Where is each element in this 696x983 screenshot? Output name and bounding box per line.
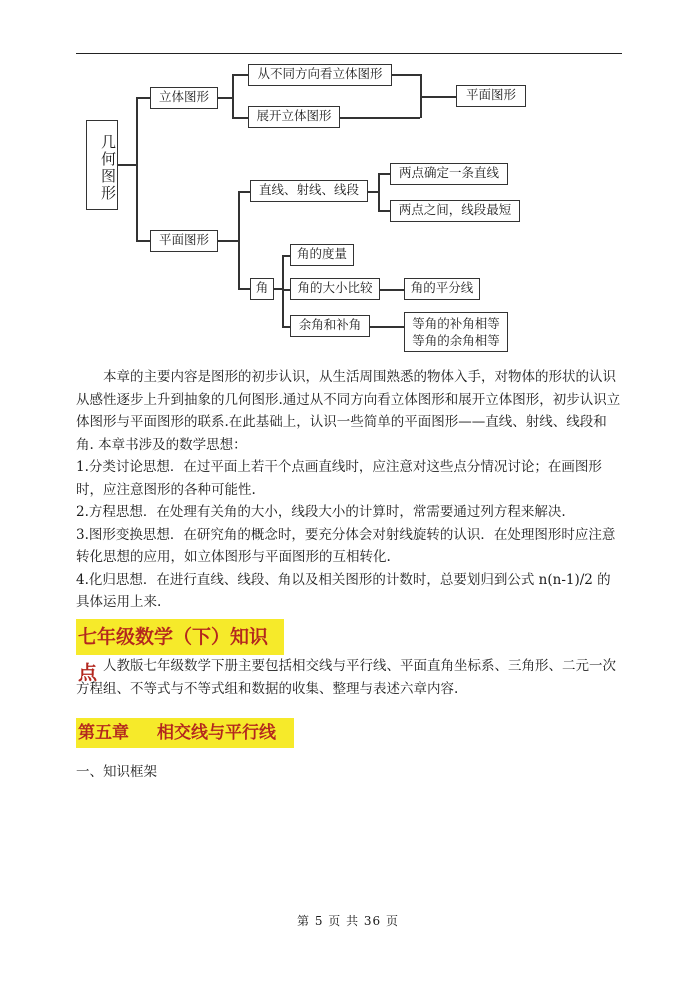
- chapter-summary: [76, 366, 622, 614]
- equal-supplement-text: 等角的补角相等: [412, 316, 500, 331]
- thought-item-3: 3.图形变换思想．在研究角的概念时，要充分体会对射线旋转的认识．在处理图形时应注意转化思想的应用，如立体图形与平面图形的互相转化.: [76, 526, 616, 565]
- connector: [378, 210, 390, 212]
- connector: [274, 288, 282, 290]
- node-angle: 角: [250, 278, 274, 300]
- chapter-number: 第五章: [78, 723, 129, 743]
- equal-complement-text: 等角的余角相等: [412, 333, 500, 348]
- connector: [392, 74, 420, 76]
- connector: [378, 173, 390, 175]
- connector: [136, 240, 150, 242]
- node-line-fact-1: 两点确定一条直线: [390, 163, 508, 185]
- page-footer: 第 5 页 共 36 页: [297, 914, 399, 928]
- node-plane-result: 平面图形: [456, 85, 526, 107]
- connector: [282, 255, 290, 257]
- connector: [218, 240, 238, 242]
- node-line-fact-2: 两点之间，线段最短: [390, 200, 520, 222]
- node-angle-bisector: 角的平分线: [404, 278, 480, 300]
- node-geometric-figures: 几何图形: [86, 120, 118, 210]
- connector: [378, 173, 380, 211]
- connector: [232, 74, 234, 118]
- node-equal-angles: [404, 312, 508, 352]
- connector: [118, 164, 136, 166]
- node-plane-figures: 平面图形: [150, 230, 218, 252]
- node-lines: 直线、射线、线段: [250, 180, 368, 202]
- connector: [340, 117, 420, 119]
- connector: [232, 74, 248, 76]
- connector: [136, 97, 150, 99]
- knowledge-framework-label: 一、知识框架: [76, 764, 157, 780]
- node-angle-complement: 余角和补角: [290, 315, 370, 337]
- header-rule: [76, 53, 622, 54]
- connector: [370, 326, 404, 328]
- connector: [282, 255, 284, 327]
- thought-item-4: 4.化归思想．在进行直线、线段、角以及相关图形的计数时，总要划归到公式 n(n-1)/2 的具体运用上来.: [76, 571, 611, 610]
- section-heading: 七年级数学（下）知识点: [76, 619, 284, 655]
- connector: [368, 191, 378, 193]
- thought-item-1: 1.分类讨论思想．在过平面上若干个点画直线时，应注意对这些点分情况讨论；在画图形时，应注意图形的各种可能性.: [76, 459, 602, 498]
- chapter-heading: [76, 718, 294, 748]
- node-unfold-solid: 展开立体图形: [248, 106, 340, 128]
- section-intro-paragraph: 人教版七年级数学下册主要包括相交线与平行线、平面直角坐标系、三角形、二元一次方程组、不等式与不等式组和数据的收集、整理与表述六章内容.: [76, 658, 616, 697]
- node-solid-figures: 立体图形: [150, 87, 218, 109]
- node-angle-measure: 角的度量: [290, 244, 354, 266]
- thought-item-2: 2.方程思想．在处理有关角的大小，线段大小的计算时，常需要通过列方程来解决.: [76, 504, 566, 520]
- connector: [420, 96, 456, 98]
- connector: [136, 97, 138, 240]
- connector: [380, 289, 404, 291]
- connector: [238, 288, 250, 290]
- chapter-title: 相交线与平行线: [157, 723, 276, 743]
- connector: [238, 191, 250, 193]
- node-angle-compare: 角的大小比较: [290, 278, 380, 300]
- connector: [282, 289, 290, 291]
- section-intro: [76, 655, 622, 700]
- connector: [282, 326, 290, 328]
- connector: [238, 191, 240, 289]
- knowledge-diagram: [76, 60, 622, 360]
- connector: [218, 97, 232, 99]
- intro-paragraph: 本章的主要内容是图形的初步认识，从生活周围熟悉的物体入手，对物体的形状的认识从感性逐步上升到抽象的几何图形.通过从不同方向看立体图形和展开立体图形，初步认识立体图形与平面图形的联系.在此基础上，认识一些简单的平面图形——直线、射线、线段和角. 本章书涉及的数学思想：: [76, 369, 621, 453]
- node-view-solid: 从不同方向看立体图形: [248, 64, 392, 86]
- connector: [232, 117, 248, 119]
